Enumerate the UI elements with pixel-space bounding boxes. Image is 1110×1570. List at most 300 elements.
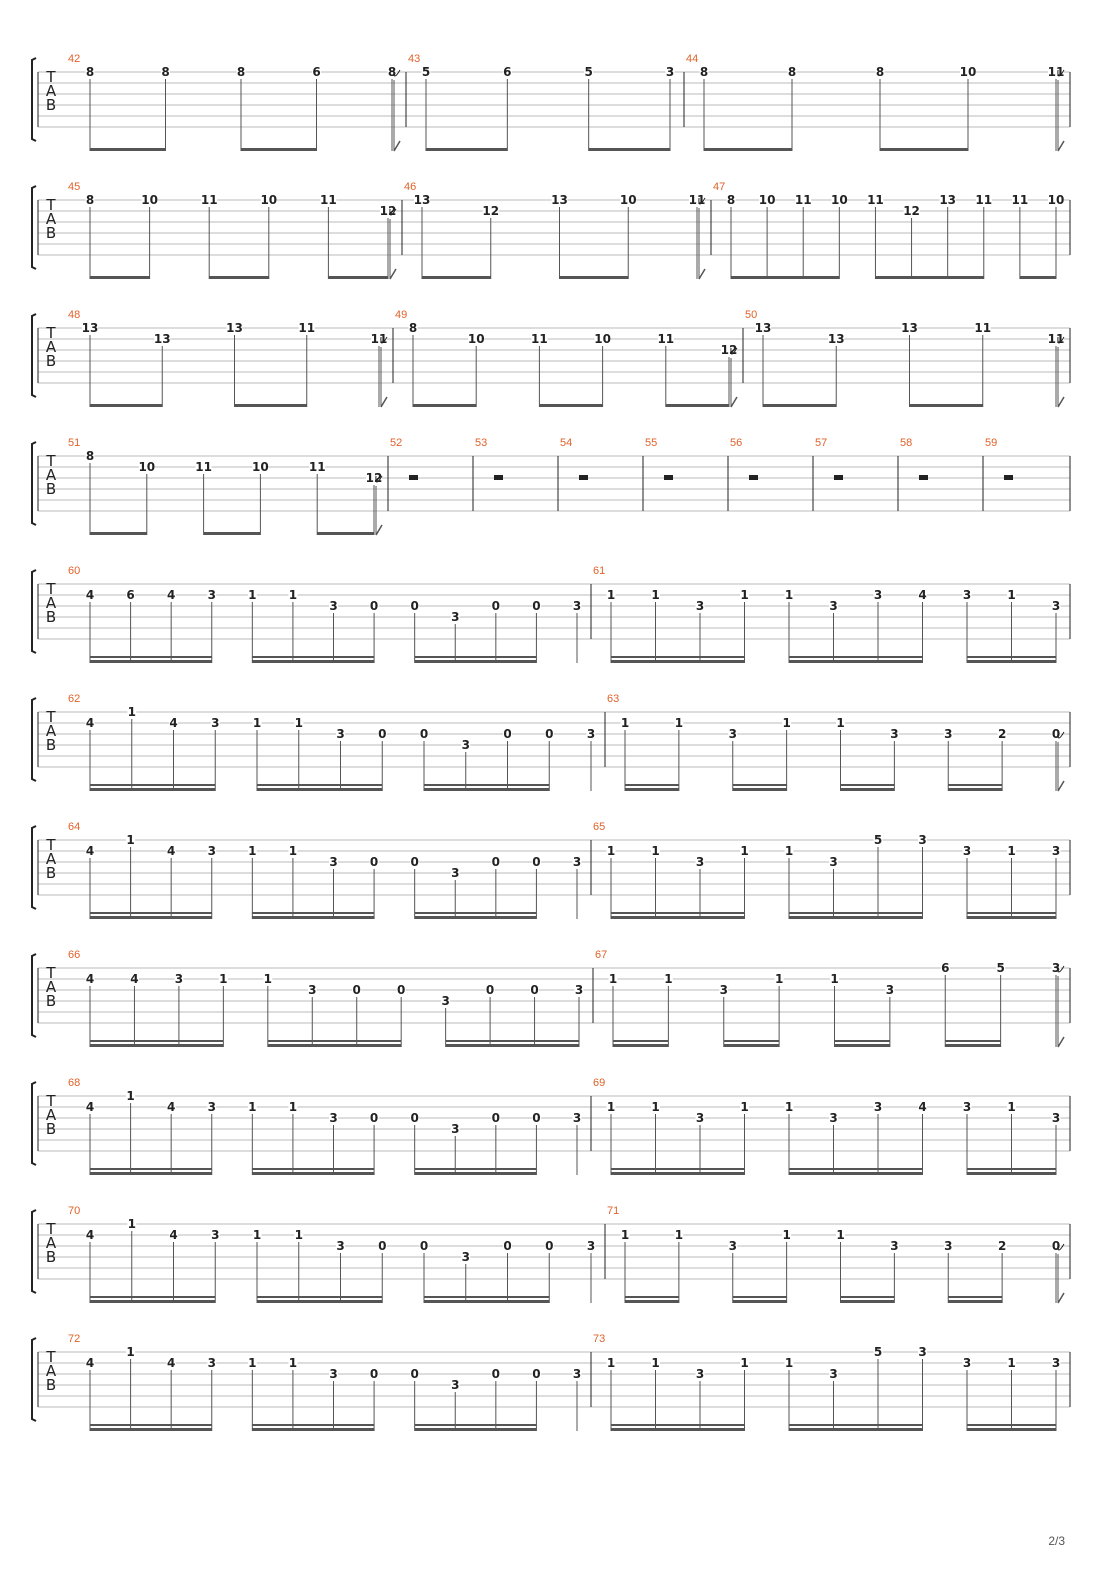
measure-number: 62 xyxy=(68,693,81,705)
fret-number: 3 xyxy=(873,588,883,602)
fret-number: 3 xyxy=(944,727,953,741)
multirest-mark xyxy=(664,475,673,480)
fret-number: 1 xyxy=(784,588,794,602)
fret-number: 3 xyxy=(918,1345,927,1359)
fret-number: 0 xyxy=(1051,1239,1061,1253)
fret-number: 13 xyxy=(901,321,918,335)
note-beam xyxy=(945,1044,1000,1047)
fret-number: 10 xyxy=(619,193,637,207)
measure-number: 56 xyxy=(730,437,743,449)
fret-number: 3 xyxy=(329,1367,338,1381)
system-bracket xyxy=(32,58,36,141)
fret-number: 4 xyxy=(918,588,927,602)
fret-number: 1 xyxy=(288,1356,298,1370)
fret-number: 4 xyxy=(85,588,95,602)
fret-number: 10 xyxy=(830,193,848,207)
fret-number: 3 xyxy=(918,833,927,847)
note-beam xyxy=(875,276,983,279)
fret-number: 2 xyxy=(997,1239,1007,1253)
tab-clef-letter: B xyxy=(45,224,57,242)
fret-number: 1 xyxy=(1007,588,1016,602)
tab-clef-letter: A xyxy=(45,210,57,228)
measure-number: 58 xyxy=(900,437,913,449)
measure-number: 55 xyxy=(645,437,658,449)
fret-number: 3 xyxy=(329,855,338,869)
note-beam xyxy=(90,912,212,914)
multirest-mark xyxy=(579,475,588,480)
fret-number: 11 xyxy=(974,321,992,335)
measure-number: 69 xyxy=(593,1077,606,1089)
fret-number: 1 xyxy=(248,1356,257,1370)
system-bracket xyxy=(32,826,36,909)
fret-number: 1 xyxy=(126,1345,135,1359)
measure-number: 72 xyxy=(68,1333,81,1345)
fret-number: 3 xyxy=(211,716,220,730)
fret-number: 1 xyxy=(674,1228,684,1242)
tab-clef-letter: T xyxy=(46,836,56,854)
tab-clef-letter: A xyxy=(45,82,57,100)
tab-clef-letter: A xyxy=(45,722,57,740)
note-beam xyxy=(90,660,212,663)
fret-number: 3 xyxy=(829,1367,838,1381)
note-beam xyxy=(611,660,745,663)
note-flag xyxy=(381,397,387,407)
note-flag xyxy=(394,141,400,151)
fret-number: 1 xyxy=(252,716,262,730)
fret-number: 1 xyxy=(784,1100,794,1114)
note-beam xyxy=(789,916,923,919)
fret-number: 1 xyxy=(263,972,272,986)
fret-number: 3 xyxy=(829,1111,838,1125)
system-bracket xyxy=(32,698,36,781)
fret-number: 3 xyxy=(829,855,838,869)
note-beam xyxy=(209,276,269,279)
measure-number: 44 xyxy=(686,53,699,65)
measure-number: 70 xyxy=(68,1205,81,1217)
tab-clef-letter: B xyxy=(45,864,57,882)
tab-clef-letter: T xyxy=(46,1220,56,1238)
fret-number: 10 xyxy=(138,460,156,474)
measure-number: 68 xyxy=(68,1077,81,1089)
note-beam xyxy=(948,1296,1002,1298)
fret-number: 1 xyxy=(651,588,660,602)
note-beam xyxy=(1020,276,1056,279)
fret-number: 3 xyxy=(461,738,470,752)
fret-number: 1 xyxy=(252,1228,262,1242)
fret-number: 3 xyxy=(728,1239,737,1253)
note-beam xyxy=(252,912,374,914)
fret-number: 3 xyxy=(174,972,184,986)
fret-number: 3 xyxy=(207,1100,216,1114)
fret-number: 1 xyxy=(294,1228,303,1242)
fret-number: 3 xyxy=(574,983,584,997)
measure-number: 51 xyxy=(68,437,81,449)
fret-number: 0 xyxy=(369,599,379,613)
tab-clef-letter: B xyxy=(45,96,57,114)
fret-number: 11 xyxy=(867,193,884,207)
system-bracket xyxy=(32,1210,36,1293)
fret-number: 3 xyxy=(207,588,216,602)
fret-number: 4 xyxy=(169,716,178,730)
fret-number: 10 xyxy=(260,193,278,207)
note-beam xyxy=(611,916,745,919)
fret-number: 1 xyxy=(651,1356,660,1370)
fret-number: 12 xyxy=(482,204,500,218)
fret-number: 3 xyxy=(719,983,728,997)
fret-number: 6 xyxy=(503,65,512,79)
note-beam xyxy=(252,660,374,663)
fret-number: 3 xyxy=(308,983,317,997)
note-beam xyxy=(252,1168,374,1170)
note-beam xyxy=(733,788,787,791)
fret-number: 1 xyxy=(606,588,616,602)
note-beam xyxy=(252,1428,374,1431)
fret-number: 0 xyxy=(369,1367,379,1381)
note-beam xyxy=(415,660,537,663)
tab-clef-letter: A xyxy=(45,850,57,868)
note-beam xyxy=(413,404,476,407)
fret-number: 4 xyxy=(85,844,95,858)
fret-number: 12 xyxy=(379,204,397,218)
fret-number: 3 xyxy=(1051,961,1061,975)
note-beam xyxy=(90,1296,215,1298)
note-beam xyxy=(317,532,374,535)
fret-number: 11 xyxy=(298,321,316,335)
note-beam xyxy=(789,912,923,914)
fret-number: 12 xyxy=(720,343,738,357)
fret-number: 0 xyxy=(369,1111,379,1125)
note-flag xyxy=(1058,1037,1064,1047)
system-bracket xyxy=(32,442,36,525)
fret-number: 1 xyxy=(1007,1356,1016,1370)
fret-number: 3 xyxy=(695,599,705,613)
fret-number: 5 xyxy=(421,65,431,79)
fret-number: 10 xyxy=(959,65,977,79)
system-bracket xyxy=(32,954,36,1037)
note-beam xyxy=(90,1428,212,1431)
measure-number: 59 xyxy=(985,437,998,449)
note-beam xyxy=(90,148,166,151)
note-beam xyxy=(415,656,537,658)
note-flag xyxy=(390,269,396,279)
fret-number: 0 xyxy=(545,727,554,741)
fret-number: 0 xyxy=(530,983,539,997)
fret-number: 8 xyxy=(875,65,885,79)
fret-number: 8 xyxy=(85,65,95,79)
measure-number: 66 xyxy=(68,949,81,961)
fret-number: 3 xyxy=(211,1228,220,1242)
fret-number: 1 xyxy=(219,972,228,986)
note-beam xyxy=(90,1040,223,1042)
tab-clef-letter: T xyxy=(46,708,56,726)
note-beam xyxy=(835,1044,890,1047)
note-beam xyxy=(446,1044,579,1047)
fret-number: 0 xyxy=(397,983,406,997)
note-beam xyxy=(948,784,1002,786)
fret-number: 8 xyxy=(387,65,397,79)
fret-number: 3 xyxy=(695,855,705,869)
tab-clef-letter: A xyxy=(45,978,57,996)
fret-number: 11 xyxy=(1047,65,1065,79)
note-beam xyxy=(704,148,792,151)
fret-number: 1 xyxy=(784,844,794,858)
measure-number: 52 xyxy=(390,437,403,449)
fret-number: 8 xyxy=(408,321,418,335)
fret-number: 1 xyxy=(740,844,749,858)
note-beam xyxy=(611,912,745,914)
note-beam xyxy=(789,1168,923,1170)
note-beam xyxy=(90,788,215,791)
note-beam xyxy=(90,1424,212,1426)
note-beam xyxy=(257,1300,382,1303)
fret-number: 0 xyxy=(503,1239,512,1253)
note-beam xyxy=(415,1172,537,1175)
note-beam xyxy=(625,788,679,791)
fret-number: 1 xyxy=(664,972,673,986)
fret-number: 4 xyxy=(166,844,176,858)
fret-number: 3 xyxy=(586,1239,596,1253)
fret-number: 13 xyxy=(551,193,568,207)
multirest-mark xyxy=(1004,475,1013,480)
tab-clef-letter: B xyxy=(45,736,57,754)
note-beam xyxy=(789,1428,923,1431)
fret-number: 1 xyxy=(127,705,136,719)
multirest-mark xyxy=(749,475,758,480)
fret-number: 3 xyxy=(586,727,596,741)
note-beam xyxy=(625,1296,679,1298)
measure-number: 57 xyxy=(815,437,828,449)
note-flag xyxy=(1058,781,1064,791)
fret-number: 4 xyxy=(169,1228,178,1242)
fret-number: 3 xyxy=(873,1100,883,1114)
fret-number: 1 xyxy=(127,1217,136,1231)
tab-clef-letter: T xyxy=(46,452,56,470)
fret-number: 10 xyxy=(467,332,485,346)
note-beam xyxy=(880,148,968,151)
fret-number: 11 xyxy=(1011,193,1029,207)
fret-number: 3 xyxy=(944,1239,953,1253)
note-beam xyxy=(257,784,382,786)
fret-number: 4 xyxy=(166,1356,176,1370)
fret-number: 3 xyxy=(451,1122,460,1136)
note-beam xyxy=(724,1040,779,1042)
fret-number: 1 xyxy=(782,1228,791,1242)
tab-clef-letter: A xyxy=(45,338,57,356)
note-beam xyxy=(90,1172,212,1175)
note-flag xyxy=(699,269,705,279)
fret-number: 3 xyxy=(336,1239,345,1253)
tab-clef-letter: B xyxy=(45,480,57,498)
note-beam xyxy=(90,1044,223,1047)
fret-number: 1 xyxy=(126,1089,135,1103)
note-beam xyxy=(328,276,388,279)
fret-number: 3 xyxy=(336,727,345,741)
tab-clef-letter: B xyxy=(45,1248,57,1266)
fret-number: 1 xyxy=(651,1100,660,1114)
measure-number: 63 xyxy=(607,693,620,705)
fret-number: 13 xyxy=(226,321,243,335)
note-beam xyxy=(841,1296,895,1298)
note-beam xyxy=(252,916,374,919)
note-flag xyxy=(376,525,382,535)
fret-number: 1 xyxy=(836,1228,845,1242)
tab-clef-letter: T xyxy=(46,68,56,86)
fret-number: 1 xyxy=(288,588,298,602)
fret-number: 3 xyxy=(695,1111,705,1125)
fret-number: 0 xyxy=(491,1111,501,1125)
note-beam xyxy=(426,148,507,151)
measure-number: 47 xyxy=(713,181,726,193)
note-beam xyxy=(90,656,212,658)
note-beam xyxy=(948,788,1002,791)
fret-number: 6 xyxy=(126,588,135,602)
fret-number: 3 xyxy=(572,1111,582,1125)
measure-number: 64 xyxy=(68,821,81,833)
fret-number: 0 xyxy=(491,855,501,869)
note-beam xyxy=(90,916,212,919)
note-beam xyxy=(415,1168,537,1170)
fret-number: 3 xyxy=(329,1111,338,1125)
note-beam xyxy=(611,1172,745,1175)
fret-number: 11 xyxy=(688,193,706,207)
fret-number: 3 xyxy=(962,844,972,858)
fret-number: 0 xyxy=(419,727,429,741)
note-beam xyxy=(235,404,307,407)
note-beam xyxy=(422,276,491,279)
fret-number: 8 xyxy=(161,65,170,79)
note-beam xyxy=(415,1428,537,1431)
fret-number: 11 xyxy=(794,193,812,207)
fret-number: 0 xyxy=(532,1111,541,1125)
fret-number: 1 xyxy=(620,1228,630,1242)
fret-number: 11 xyxy=(1047,332,1065,346)
note-beam xyxy=(967,1168,1056,1170)
fret-number: 11 xyxy=(657,332,675,346)
note-beam xyxy=(733,784,787,786)
note-beam xyxy=(252,656,374,658)
fret-number: 3 xyxy=(572,599,582,613)
fret-number: 1 xyxy=(606,1100,616,1114)
fret-number: 0 xyxy=(491,599,501,613)
note-beam xyxy=(611,1424,745,1426)
tab-clef-letter: A xyxy=(45,466,57,484)
note-beam xyxy=(910,404,983,407)
tab-clef-letter: B xyxy=(45,608,57,626)
note-beam xyxy=(967,912,1056,914)
note-beam xyxy=(611,1168,745,1170)
note-beam xyxy=(724,1044,779,1047)
fret-number: 10 xyxy=(758,193,776,207)
fret-number: 8 xyxy=(726,193,736,207)
note-beam xyxy=(967,1172,1056,1175)
fret-number: 0 xyxy=(419,1239,429,1253)
fret-number: 3 xyxy=(451,866,460,880)
note-beam xyxy=(257,788,382,791)
fret-number: 1 xyxy=(784,1356,794,1370)
tab-clef-letter: B xyxy=(45,352,57,370)
fret-number: 1 xyxy=(674,716,684,730)
note-beam xyxy=(589,148,670,151)
note-beam xyxy=(666,404,729,407)
fret-number: 3 xyxy=(665,65,675,79)
fret-number: 5 xyxy=(996,961,1005,975)
note-beam xyxy=(268,1044,401,1047)
fret-number: 3 xyxy=(461,1250,470,1264)
fret-number: 3 xyxy=(962,1100,972,1114)
fret-number: 3 xyxy=(885,983,895,997)
fret-number: 3 xyxy=(1051,1111,1061,1125)
fret-number: 3 xyxy=(572,1367,582,1381)
fret-number: 0 xyxy=(503,727,512,741)
fret-number: 0 xyxy=(378,727,387,741)
fret-number: 4 xyxy=(85,716,95,730)
measure-number: 61 xyxy=(593,565,606,577)
note-beam xyxy=(967,916,1056,919)
fret-number: 10 xyxy=(252,460,269,474)
fret-number: 1 xyxy=(1007,1100,1016,1114)
measure-number: 49 xyxy=(395,309,408,321)
fret-number: 4 xyxy=(85,1100,95,1114)
note-beam xyxy=(967,656,1056,658)
measure-number: 48 xyxy=(68,309,81,321)
fret-number: 3 xyxy=(728,727,737,741)
tab-clef-letter: A xyxy=(45,1106,57,1124)
tab-clef-letter: T xyxy=(46,580,56,598)
note-beam xyxy=(268,1040,401,1042)
note-flag xyxy=(731,397,737,407)
fret-number: 5 xyxy=(584,65,593,79)
measure-number: 53 xyxy=(475,437,488,449)
tab-clef-letter: T xyxy=(46,196,56,214)
fret-number: 1 xyxy=(830,972,839,986)
note-beam xyxy=(539,404,602,407)
fret-number: 8 xyxy=(787,65,797,79)
measure-number: 54 xyxy=(560,437,573,449)
fret-number: 11 xyxy=(200,193,218,207)
fret-number: 10 xyxy=(594,332,611,346)
tab-clef-letter: A xyxy=(45,594,57,612)
note-beam xyxy=(733,1300,787,1303)
fret-number: 4 xyxy=(166,1100,176,1114)
fret-number: 12 xyxy=(365,471,383,485)
fret-number: 0 xyxy=(410,1111,419,1125)
fret-number: 1 xyxy=(651,844,660,858)
note-beam xyxy=(841,784,895,786)
note-beam xyxy=(415,912,537,914)
note-beam xyxy=(90,1300,215,1303)
fret-number: 5 xyxy=(873,1345,883,1359)
note-beam xyxy=(204,532,261,535)
note-beam xyxy=(90,276,150,279)
note-beam xyxy=(945,1040,1000,1042)
fret-number: 3 xyxy=(207,844,216,858)
measure-number: 43 xyxy=(408,53,421,65)
system-bracket xyxy=(32,570,36,653)
fret-number: 1 xyxy=(620,716,630,730)
measure-number: 71 xyxy=(607,1205,620,1217)
note-beam xyxy=(763,404,836,407)
note-beam xyxy=(90,1168,212,1170)
fret-number: 1 xyxy=(740,1356,749,1370)
system-bracket xyxy=(32,1338,36,1421)
fret-number: 6 xyxy=(312,65,321,79)
note-beam xyxy=(625,1300,679,1303)
note-beam xyxy=(415,1424,537,1426)
note-beam xyxy=(252,1424,374,1426)
fret-number: 0 xyxy=(410,855,419,869)
note-beam xyxy=(789,656,923,658)
note-beam xyxy=(241,148,317,151)
